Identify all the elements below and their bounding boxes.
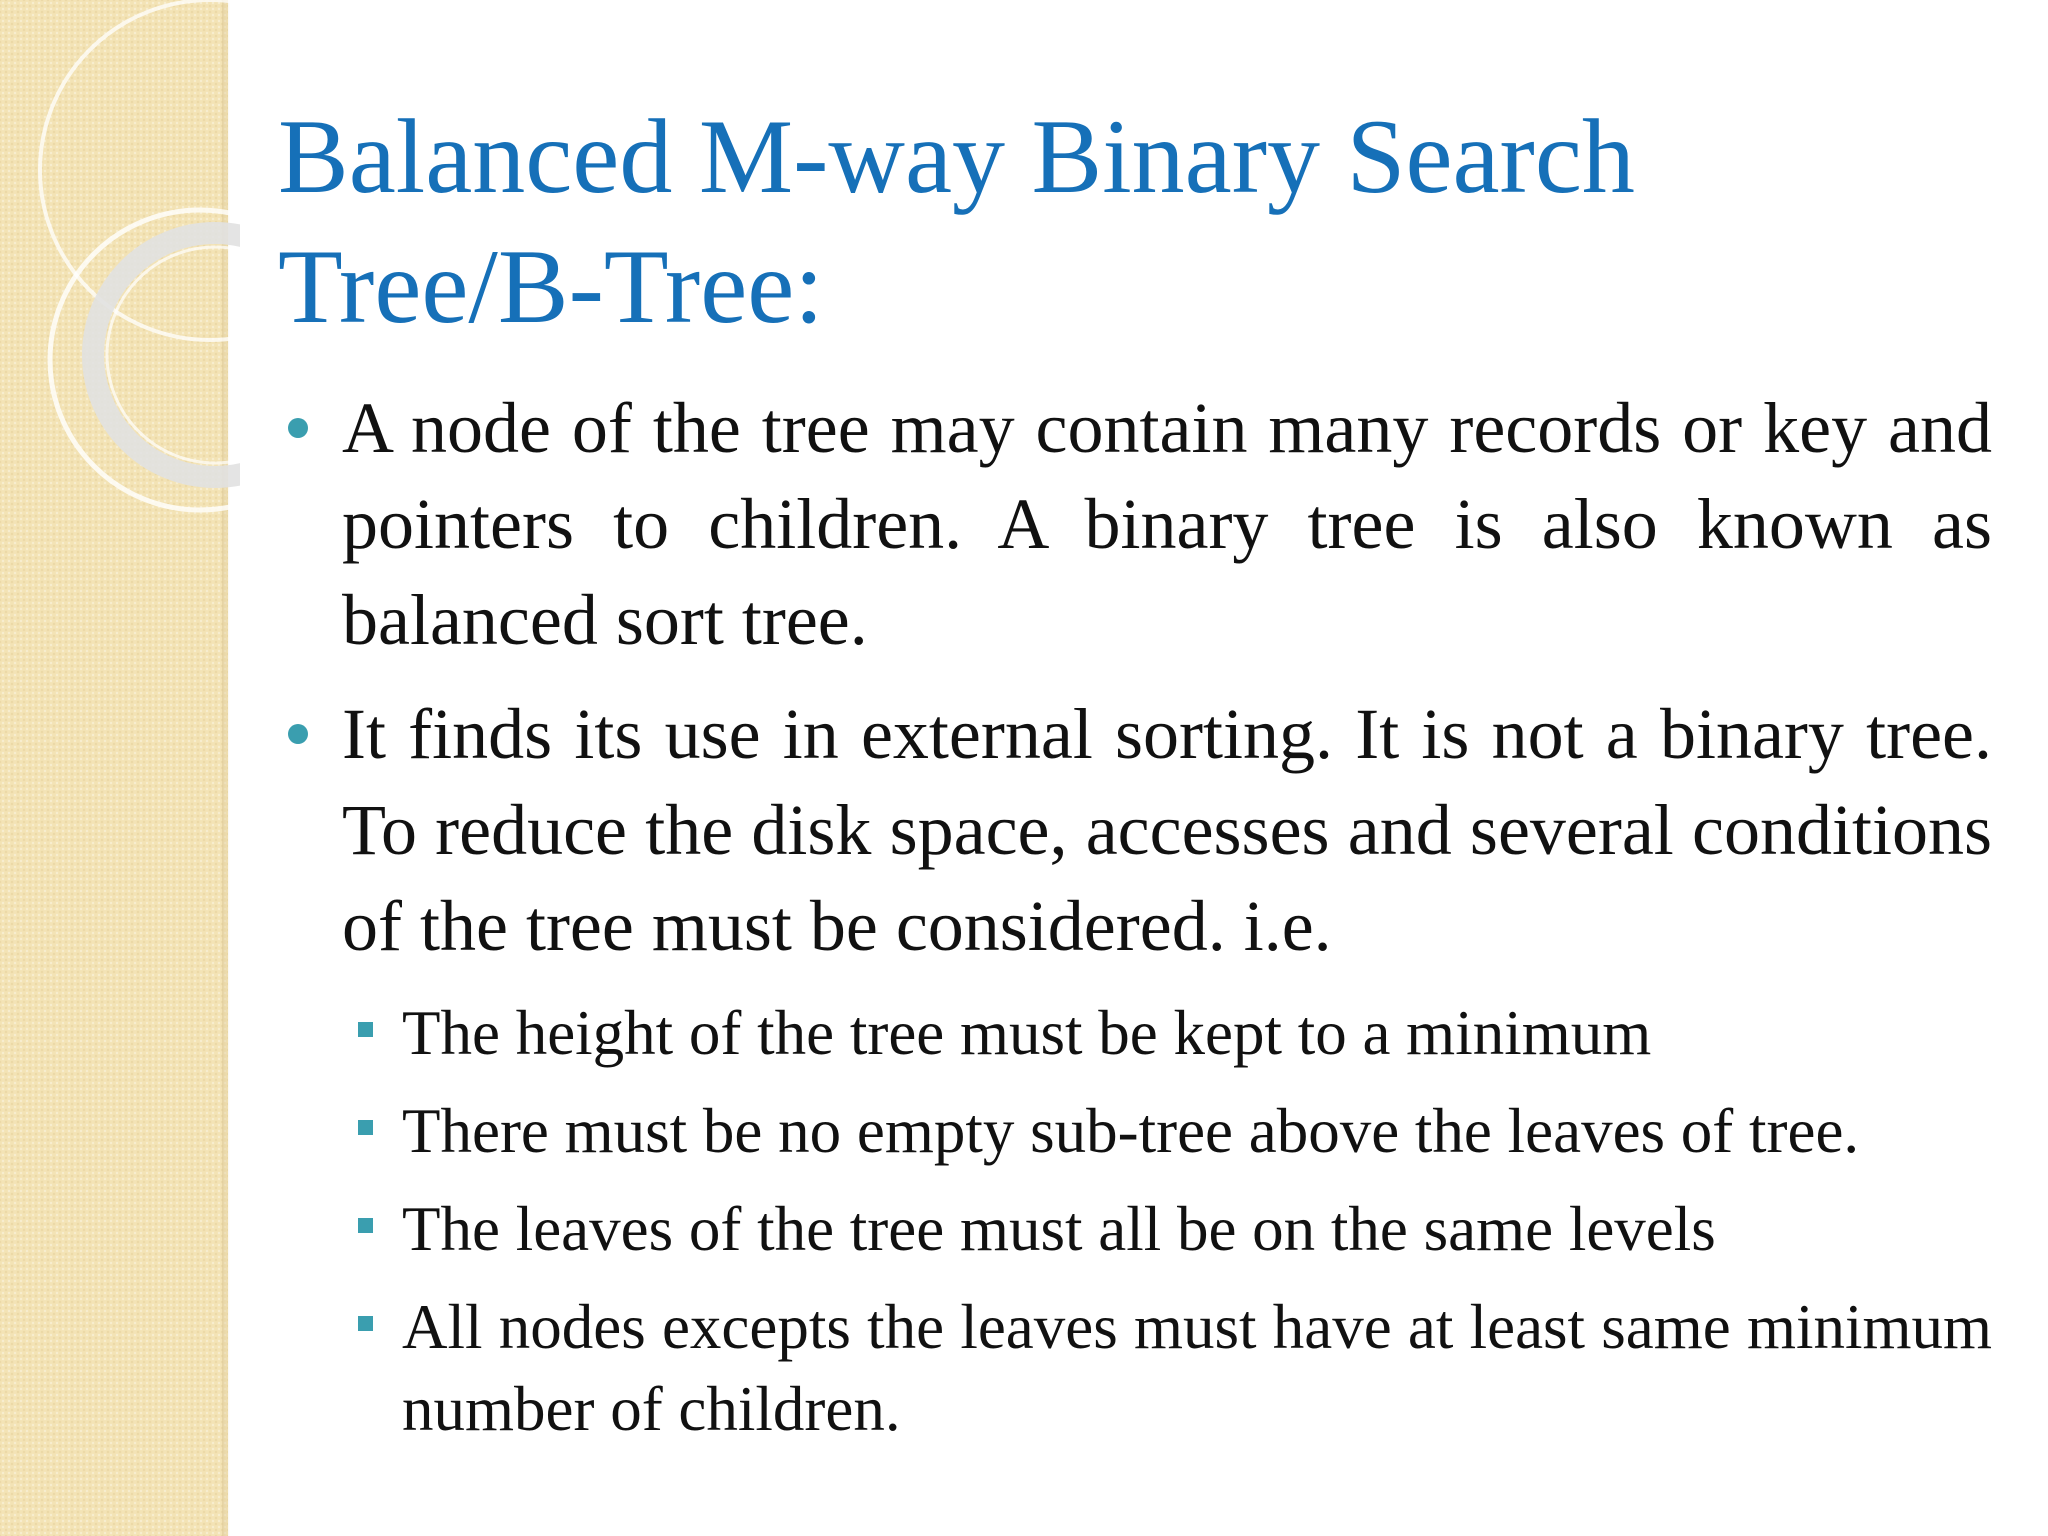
slide-title — [278, 92, 1998, 352]
circle-bullet-icon — [288, 724, 308, 744]
bullet-item — [280, 686, 1992, 974]
sub-bullet-text: The leaves of the tree must all be on the same levels — [402, 1194, 1716, 1264]
bullet-text: A node of the tree may contain many records or key and pointers to children. A binary tree is also known as balanced sort tree. — [342, 388, 1992, 660]
sub-bullet-text: There must be no empty sub-tree above the leaves of tree. — [402, 1096, 1860, 1166]
sub-bullet-item — [280, 1090, 1992, 1172]
slide-content — [280, 380, 1992, 1466]
square-bullet-icon — [358, 1120, 373, 1135]
sub-bullet-list — [280, 992, 1992, 1450]
sub-bullet-text: The height of the tree must be kept to a minimum — [402, 998, 1652, 1068]
title-line-2: Tree/B-Tree: — [278, 228, 824, 345]
circle-bullet-icon — [288, 418, 308, 438]
square-bullet-icon — [358, 1022, 373, 1037]
sub-bullet-text: All nodes excepts the leaves must have at least same minimum number of children. — [402, 1292, 1992, 1444]
decorative-rings-icon — [0, 0, 240, 520]
bullet-text: It finds its use in external sorting. It is not a binary tree. To reduce the disk space, accesses and several conditions of the tree must be considered. i.e. — [342, 694, 1992, 966]
square-bullet-icon — [358, 1218, 373, 1233]
sub-bullet-item — [280, 992, 1992, 1074]
sub-bullet-item — [280, 1188, 1992, 1270]
sub-bullet-item — [280, 1286, 1992, 1450]
title-line-1: Balanced M-way Binary Search — [278, 98, 1635, 215]
square-bullet-icon — [358, 1316, 373, 1331]
bullet-item — [280, 380, 1992, 668]
